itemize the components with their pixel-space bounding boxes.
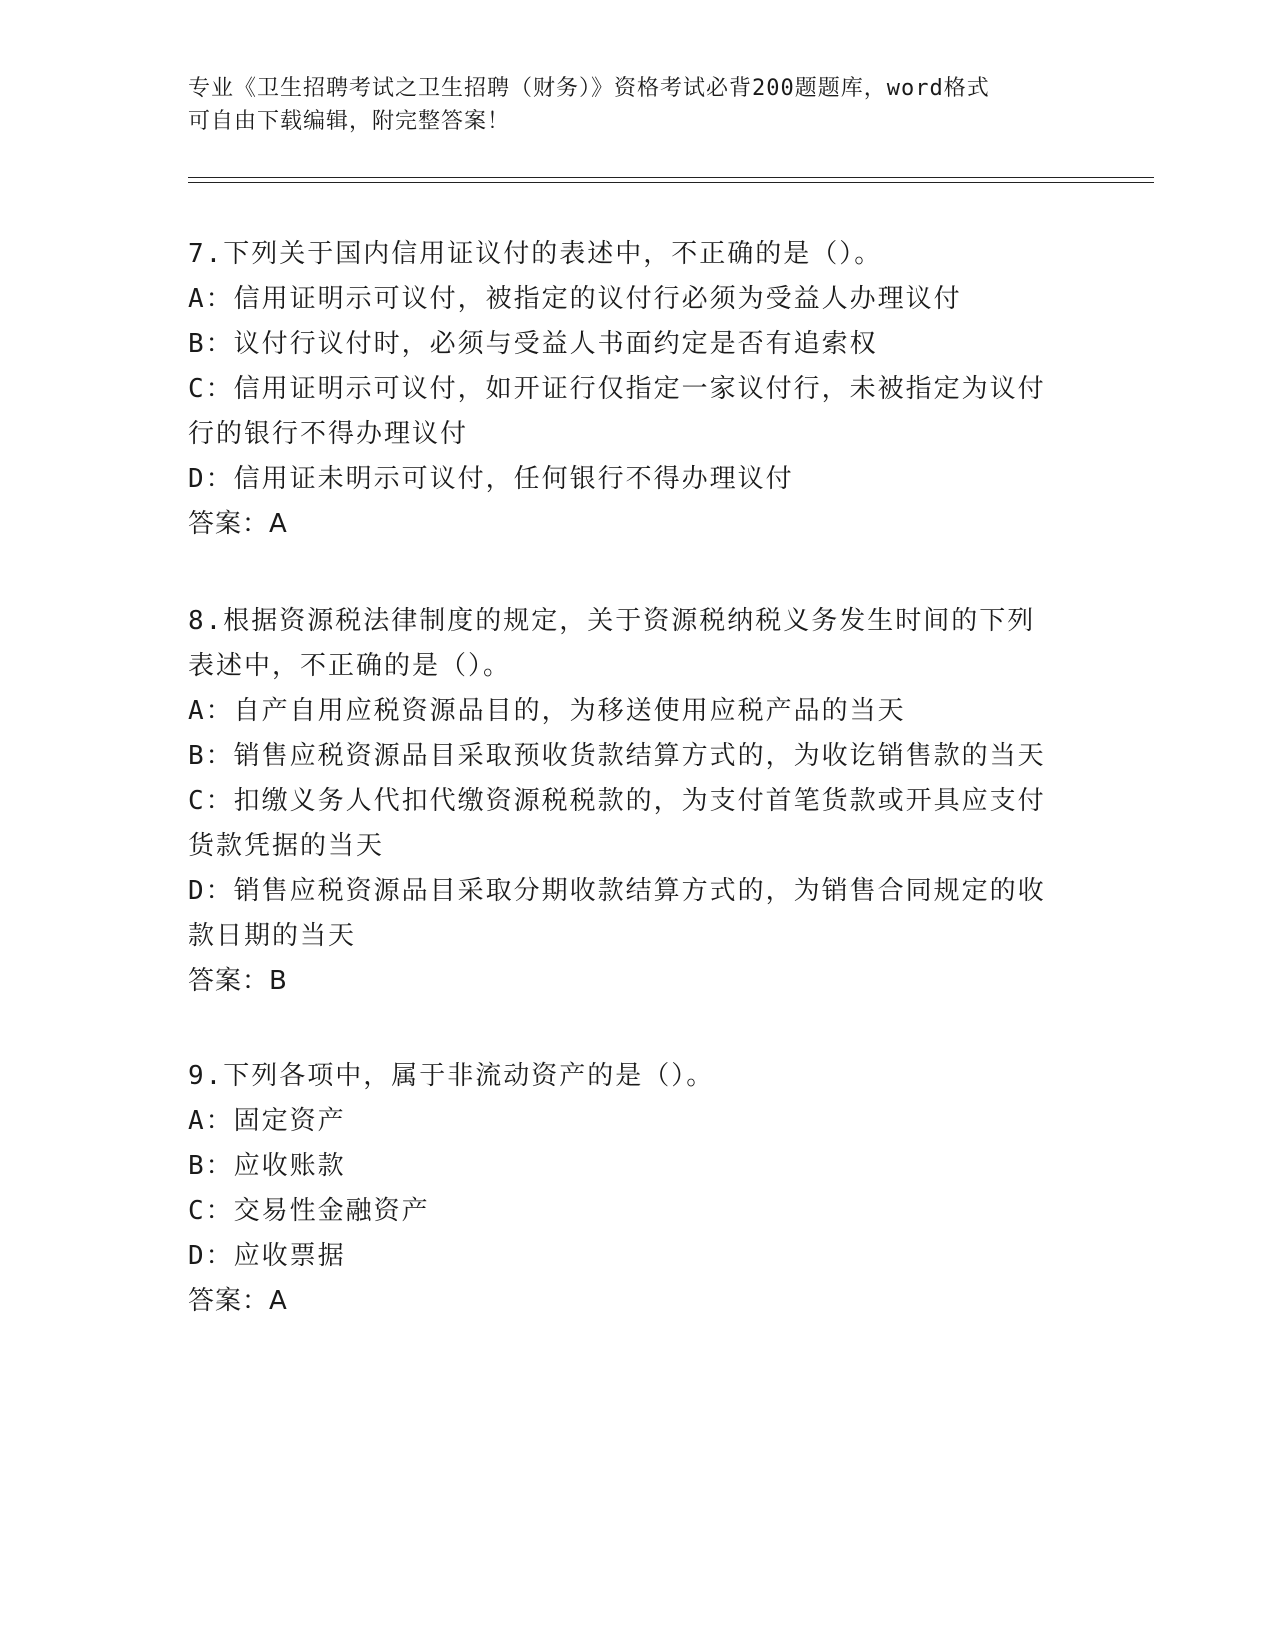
option-c: C：扣缴义务人代扣代缴资源税税款的，为支付首笔货款或开具应支付	[188, 786, 1046, 816]
header-line-2: 可自由下载编辑，附完整答案！	[188, 109, 511, 134]
header-divider-bottom	[188, 182, 1154, 183]
option-a: A：固定资产	[188, 1106, 346, 1136]
option-a: A：信用证明示可议付，被指定的议付行必须为受益人办理议付	[188, 284, 962, 314]
option-d: D：应收票据	[188, 1241, 346, 1271]
option-c-continued: 行的银行不得办理议付	[188, 419, 469, 449]
option-c: C：信用证明示可议付，如开证行仅指定一家议付行，未被指定为议付	[188, 374, 1046, 404]
answer-label: 答案：A	[188, 1286, 288, 1316]
option-d: D：信用证未明示可议付，任何银行不得办理议付	[188, 464, 794, 494]
question-stem: 8.根据资源税法律制度的规定，关于资源税纳税义务发生时间的下列	[188, 606, 1036, 636]
question-9	[188, 1054, 1088, 1324]
document-header	[188, 72, 1088, 138]
question-7	[188, 232, 1088, 547]
question-stem: 7.下列关于国内信用证议付的表述中，不正确的是（）。	[188, 239, 883, 269]
header-divider-top	[188, 177, 1154, 178]
option-d: D：销售应税资源品目采取分期收款结算方式的，为销售合同规定的收	[188, 876, 1046, 906]
option-d-continued: 款日期的当天	[188, 921, 357, 951]
option-b: B：应收账款	[188, 1151, 346, 1181]
option-c-continued: 货款凭据的当天	[188, 831, 385, 861]
header-line-1: 专业《卫生招聘考试之卫生招聘（财务）》资格考试必背200题题库，word格式	[188, 76, 990, 101]
option-a: A：自产自用应税资源品目的，为移送使用应税产品的当天	[188, 696, 906, 726]
question-stem: 9.下列各项中，属于非流动资产的是（）。	[188, 1061, 715, 1091]
question-8	[188, 599, 1088, 1004]
option-b: B：销售应税资源品目采取预收货款结算方式的，为收讫销售款的当天	[188, 741, 1046, 771]
option-c: C：交易性金融资产	[188, 1196, 430, 1226]
option-b: B：议付行议付时，必须与受益人书面约定是否有追索权	[188, 329, 878, 359]
answer-label: 答案：B	[188, 966, 288, 996]
answer-label: 答案：A	[188, 509, 288, 539]
question-stem-continued: 表述中，不正确的是（）。	[188, 651, 512, 681]
